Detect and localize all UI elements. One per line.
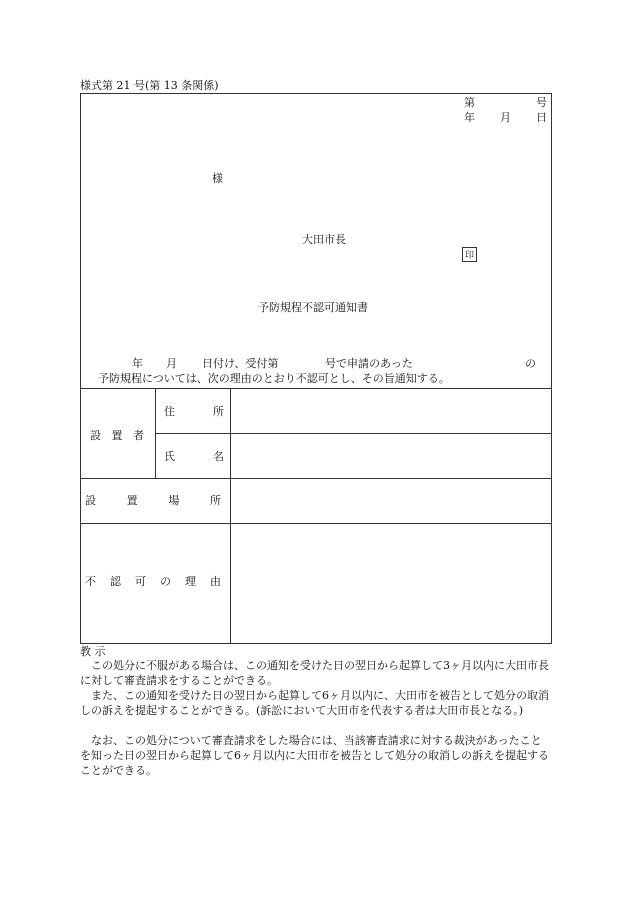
issuer-name: 大田市長 xyxy=(302,233,346,246)
installer-label: 設 置 者 xyxy=(90,429,144,442)
addressee-suffix: 様 xyxy=(212,172,223,185)
body-line2: 予防規程については、次の理由のとおり不認可とし、その旨通知する。 xyxy=(98,372,450,385)
body-no: の xyxy=(525,357,536,370)
number-dai: 第 xyxy=(464,96,475,109)
address-label: 住 所 xyxy=(164,405,224,418)
number-go: 号 xyxy=(536,96,547,109)
body-year: 年 xyxy=(132,357,143,370)
reason-label: 不 認 可 の 理 由 xyxy=(85,575,221,588)
notice-paragraph-2: また、この通知を受けた日の翌日から起算して6ヶ月以内に、大田市を被告として処分の取消しの訴えを提起することができる。(訴訟において大田市を代表する者は大田市長となる。) xyxy=(80,689,549,717)
date-day: 日 xyxy=(536,111,547,124)
notice-paragraph-1: この処分に不服がある場合は、この通知を受けた日の翌日から起算して3ヶ月以内に大田市長に対して審査請求をすることができる。 xyxy=(80,659,549,687)
date-month: 月 xyxy=(500,111,511,124)
form-label: 様式第 21 号(第 13 条関係) xyxy=(80,79,219,92)
body-month: 月 xyxy=(166,357,177,370)
notice-heading: 教 示 xyxy=(80,645,106,658)
name-label: 氏 名 xyxy=(164,450,224,463)
notice-paragraph-3: なお、この処分について審査請求をした場合には、当該審査請求に対する裁決があったことを知った日の翌日から起算して6ヶ月以内に大田市を被告として処分の取消しの訴えを提起することができる。 xyxy=(80,734,549,777)
seal-mark: 印 xyxy=(462,247,477,262)
date-year: 年 xyxy=(464,111,475,124)
location-label: 設 置 場 所 xyxy=(85,494,221,507)
body-day-received: 日付け、受付第 xyxy=(202,357,279,370)
body-number-request: 号で申請のあった xyxy=(325,357,413,370)
document-title: 予防規程不認可通知書 xyxy=(258,301,368,314)
